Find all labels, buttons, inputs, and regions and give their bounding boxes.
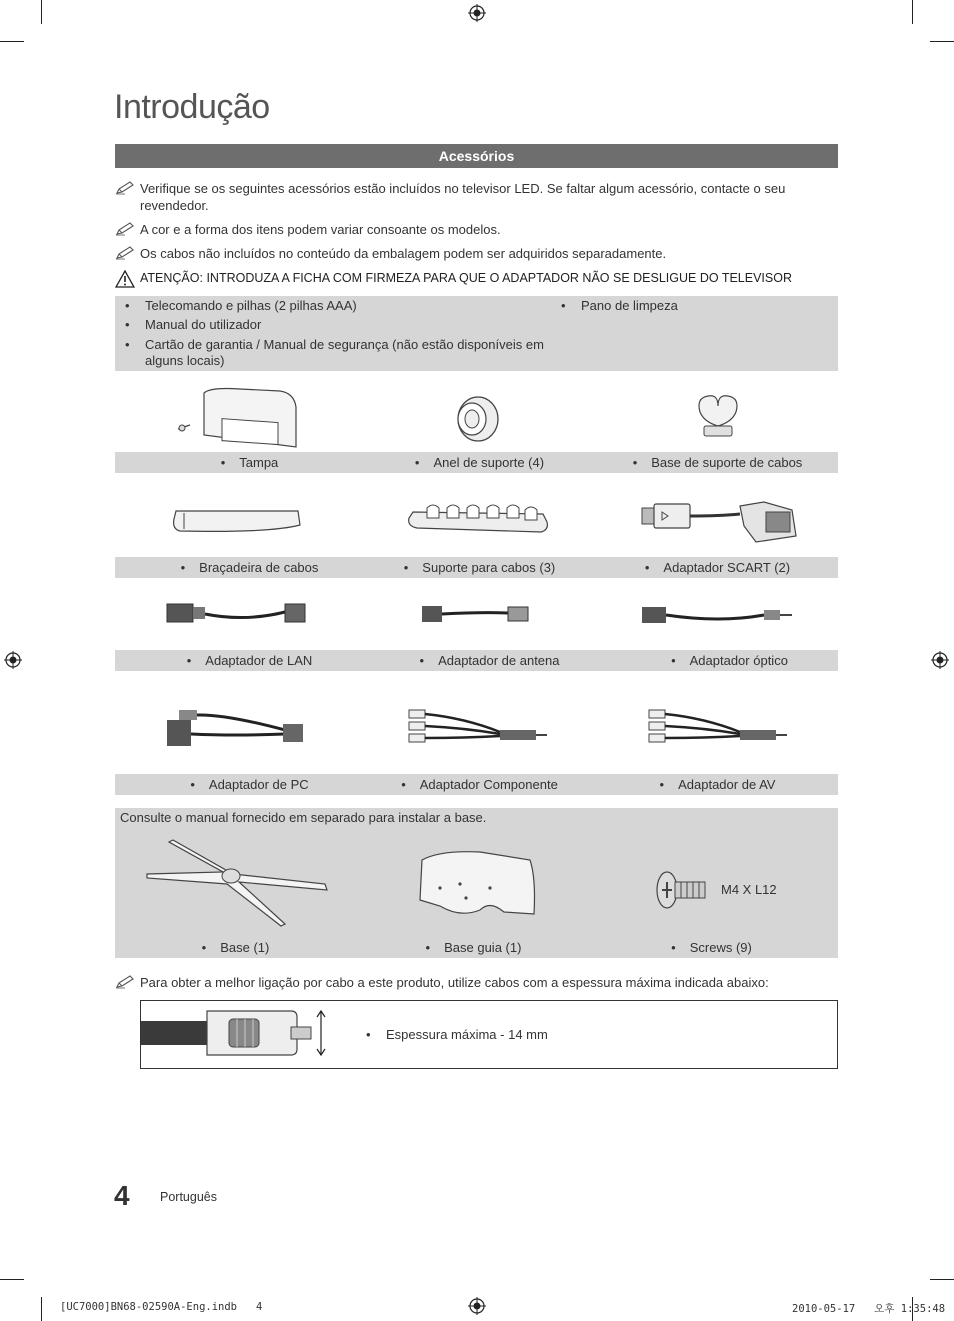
- page-number: 4: [114, 1180, 130, 1211]
- crop-mark: [41, 1297, 42, 1321]
- page-title: Introdução: [114, 88, 270, 126]
- warning-triangle-icon: [115, 270, 135, 288]
- item-label: • Adaptador SCART (2): [644, 560, 791, 575]
- screw-image: [655, 868, 711, 912]
- scart-adapter-image: [640, 498, 800, 546]
- list-item: • Telecomando e pilhas (2 pilhas AAA): [115, 298, 555, 314]
- item-label: • Adaptador de antena: [419, 653, 560, 668]
- list-item: • Cartão de garantia / Manual de segurança (não estão disponíveis em alguns locais): [115, 337, 555, 369]
- included-items-box: [115, 296, 838, 371]
- footer-file-info: [UC7000]BN68-02590A-Eng.indb 4: [60, 1301, 263, 1313]
- warning-text: ATENÇÃO: INTRODUZA A FICHA COM FIRMEZA PARA QUE O ADAPTADOR NÃO SE DESLIGUE DO TELEVISOR: [140, 271, 792, 285]
- crop-mark: [41, 0, 42, 24]
- pc-adapter-image: [165, 708, 310, 750]
- antenna-adapter-image: [420, 603, 532, 625]
- pencil-note-icon: [115, 974, 135, 989]
- item-label-row: [115, 452, 838, 473]
- item-label: • Adaptador de PC: [190, 777, 309, 792]
- footer-timestamp: 2010-05-17 오후 1:35:48: [792, 1303, 946, 1315]
- crop-mark: [0, 1279, 24, 1280]
- note-text: A cor e a forma dos itens podem variar consoante os modelos.: [140, 222, 501, 237]
- optical-adapter-image: [640, 603, 795, 627]
- item-label: • Adaptador de AV: [659, 777, 776, 792]
- item-label-row: [115, 650, 838, 671]
- av-adapter-image: [645, 708, 790, 750]
- wire-holder-image: [405, 500, 550, 540]
- stand-base-image: [143, 836, 329, 928]
- crop-mark: [0, 41, 24, 42]
- list-item: • Manual do utilizador: [115, 317, 555, 333]
- pencil-note-icon: [115, 245, 135, 260]
- cable-tie-image: [170, 505, 302, 537]
- holder-ring-image: [450, 395, 502, 443]
- pencil-note-icon: [115, 180, 135, 195]
- lan-adapter-image: [165, 598, 310, 630]
- item-label: • Screws (9): [671, 940, 752, 955]
- registration-mark-icon: [468, 4, 486, 22]
- cable-holder-base-image: [692, 392, 744, 442]
- note: [115, 974, 838, 991]
- crop-mark: [912, 0, 913, 24]
- cable-plug-image: [141, 1009, 331, 1059]
- pencil-note-icon: [115, 221, 135, 236]
- list-item: • Pano de limpeza: [551, 298, 831, 314]
- item-label: • Suporte para cabos (3): [403, 560, 556, 575]
- item-label: • Anel de suporte (4): [414, 455, 545, 470]
- note-text: Os cabos não incluídos no conteúdo da embalagem podem ser adquiridos separadamente.: [140, 246, 667, 261]
- thickness-spec: • Espessura máxima - 14 mm: [356, 1027, 548, 1043]
- cover-image: [170, 385, 302, 451]
- crop-mark: [930, 41, 954, 42]
- registration-mark-icon: [468, 1297, 486, 1315]
- item-label: • Base guia (1): [425, 940, 522, 955]
- note: [115, 221, 838, 238]
- section-header: Acessórios: [115, 144, 838, 168]
- cable-thickness-box: [140, 1000, 838, 1069]
- item-label: • Adaptador de LAN: [186, 653, 313, 668]
- note-text: Verifique se os seguintes acessórios estão incluídos no televisor LED. Se faltar algum acessório, contacte o seu revendedor.: [140, 181, 786, 213]
- note: [115, 180, 838, 214]
- stand-items-box: [115, 808, 838, 958]
- screw-spec: M4 X L12: [721, 882, 777, 897]
- item-label-row: [115, 557, 838, 578]
- item-label: • Adaptador óptico: [671, 653, 788, 668]
- stand-note: Consulte o manual fornecido em separado para instalar a base.: [120, 810, 487, 825]
- crop-mark: [930, 1279, 954, 1280]
- item-label: • Tampa: [220, 455, 279, 470]
- language-label: Português: [160, 1190, 217, 1204]
- note: [115, 245, 838, 262]
- component-adapter-image: [405, 708, 550, 750]
- registration-mark-icon: [4, 651, 22, 669]
- warning: [115, 270, 838, 286]
- item-label-row: [115, 774, 838, 795]
- note-text: Para obter a melhor ligação por cabo a este produto, utilize cabos com a espessura máxima indicada abaixo:: [140, 975, 769, 990]
- registration-mark-icon: [931, 651, 949, 669]
- item-label: • Base (1): [201, 940, 270, 955]
- item-label: • Adaptador Componente: [401, 777, 558, 792]
- item-label: • Base de suporte de cabos: [632, 455, 803, 470]
- stand-guide-image: [410, 848, 540, 920]
- item-label: • Braçadeira de cabos: [180, 560, 319, 575]
